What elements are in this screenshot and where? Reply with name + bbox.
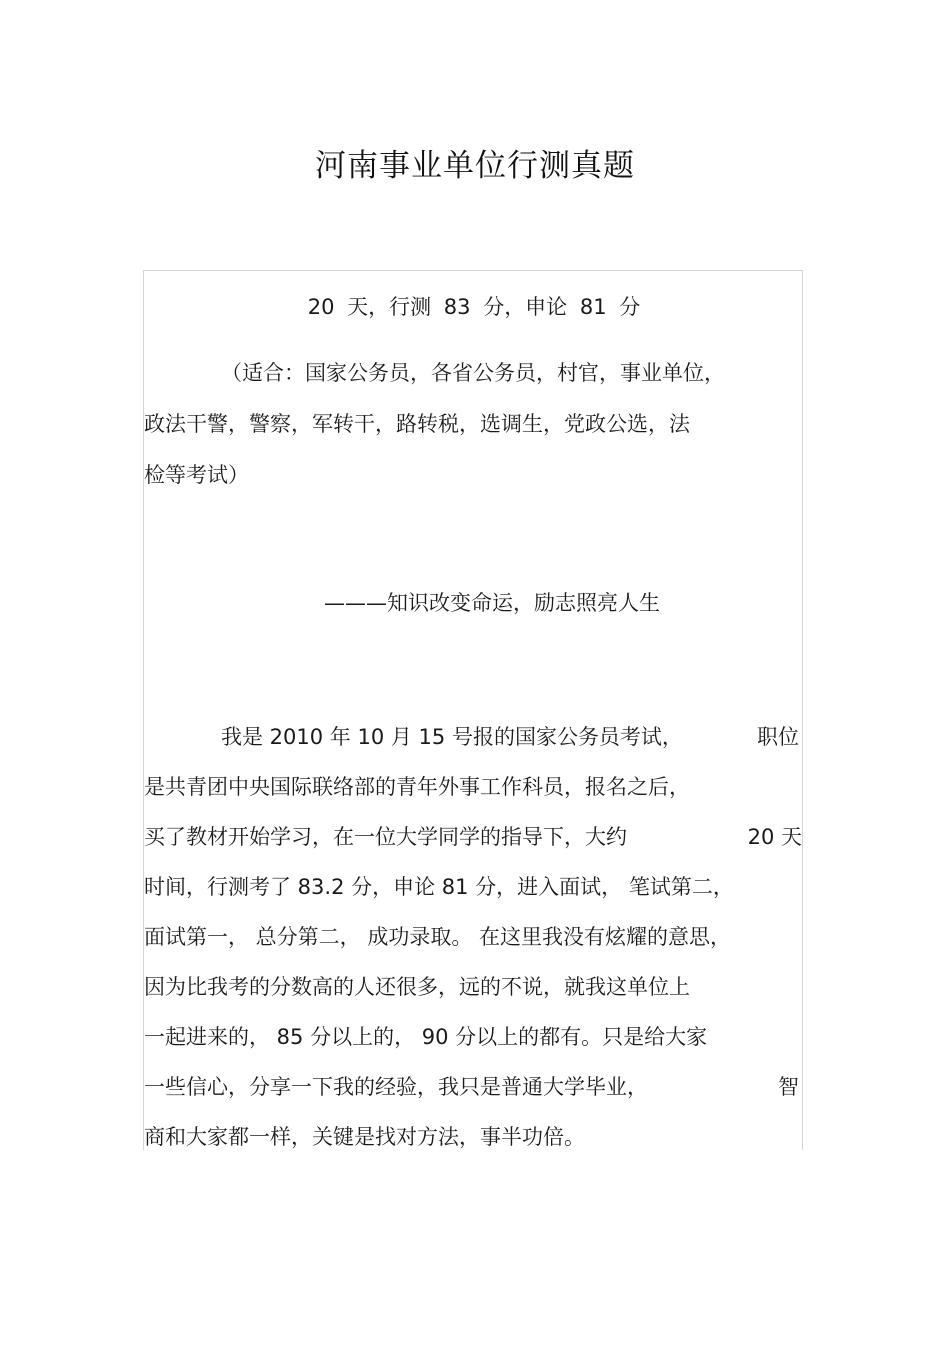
headline: 20 天，行测 83 分，申论 81 分 <box>307 295 641 319</box>
story-line-8-tail: 智 <box>778 1075 799 1099</box>
story-line-3: 买了教材开始学习，在一位大学同学的指导下，大约 <box>144 825 627 849</box>
document-title: 河南事业单位行测真题 <box>315 148 635 184</box>
story-line-8: 一些信心，分享一下我的经验，我只是普通大学毕业， <box>144 1075 648 1099</box>
story-line-1: 我是 2010 年 10 月 15 号报的国家公务员考试， <box>221 725 683 749</box>
scope-line-1: （适合：国家公务员，各省公务员，村官，事业单位， <box>221 361 725 385</box>
story-line-6: 因为比我考的分数高的人还很多，远的不说，就我这单位上 <box>144 975 690 999</box>
story-line-7: 一起进来的， 85 分以上的， 90 分以上的都有。只是给大家 <box>144 1025 708 1049</box>
story-line-4: 时间，行测考了 83.2 分，申论 81 分，进入面试， 笔试第二， <box>144 875 734 899</box>
story-line-2: 是共青团中央国际联络部的青年外事工作科员，报名之后， <box>144 775 690 799</box>
story-line-9: 商和大家都一样，关键是找对方法，事半功倍。 <box>144 1125 585 1149</box>
scope-line-2: 政法干警，警察，军转干，路转税，选调生，党政公选，法 <box>144 412 690 436</box>
story-line-3-tail: 20 天 <box>747 825 802 849</box>
story-line-5: 面试第一， 总分第二， 成功录取。 在这里我没有炫耀的意思， <box>144 925 732 949</box>
scope-line-3: 检等考试） <box>144 463 249 487</box>
content-box <box>143 270 803 1150</box>
motto: ———知识改变命运，励志照亮人生 <box>324 591 660 615</box>
story-line-1-tail: 职位 <box>757 725 799 749</box>
